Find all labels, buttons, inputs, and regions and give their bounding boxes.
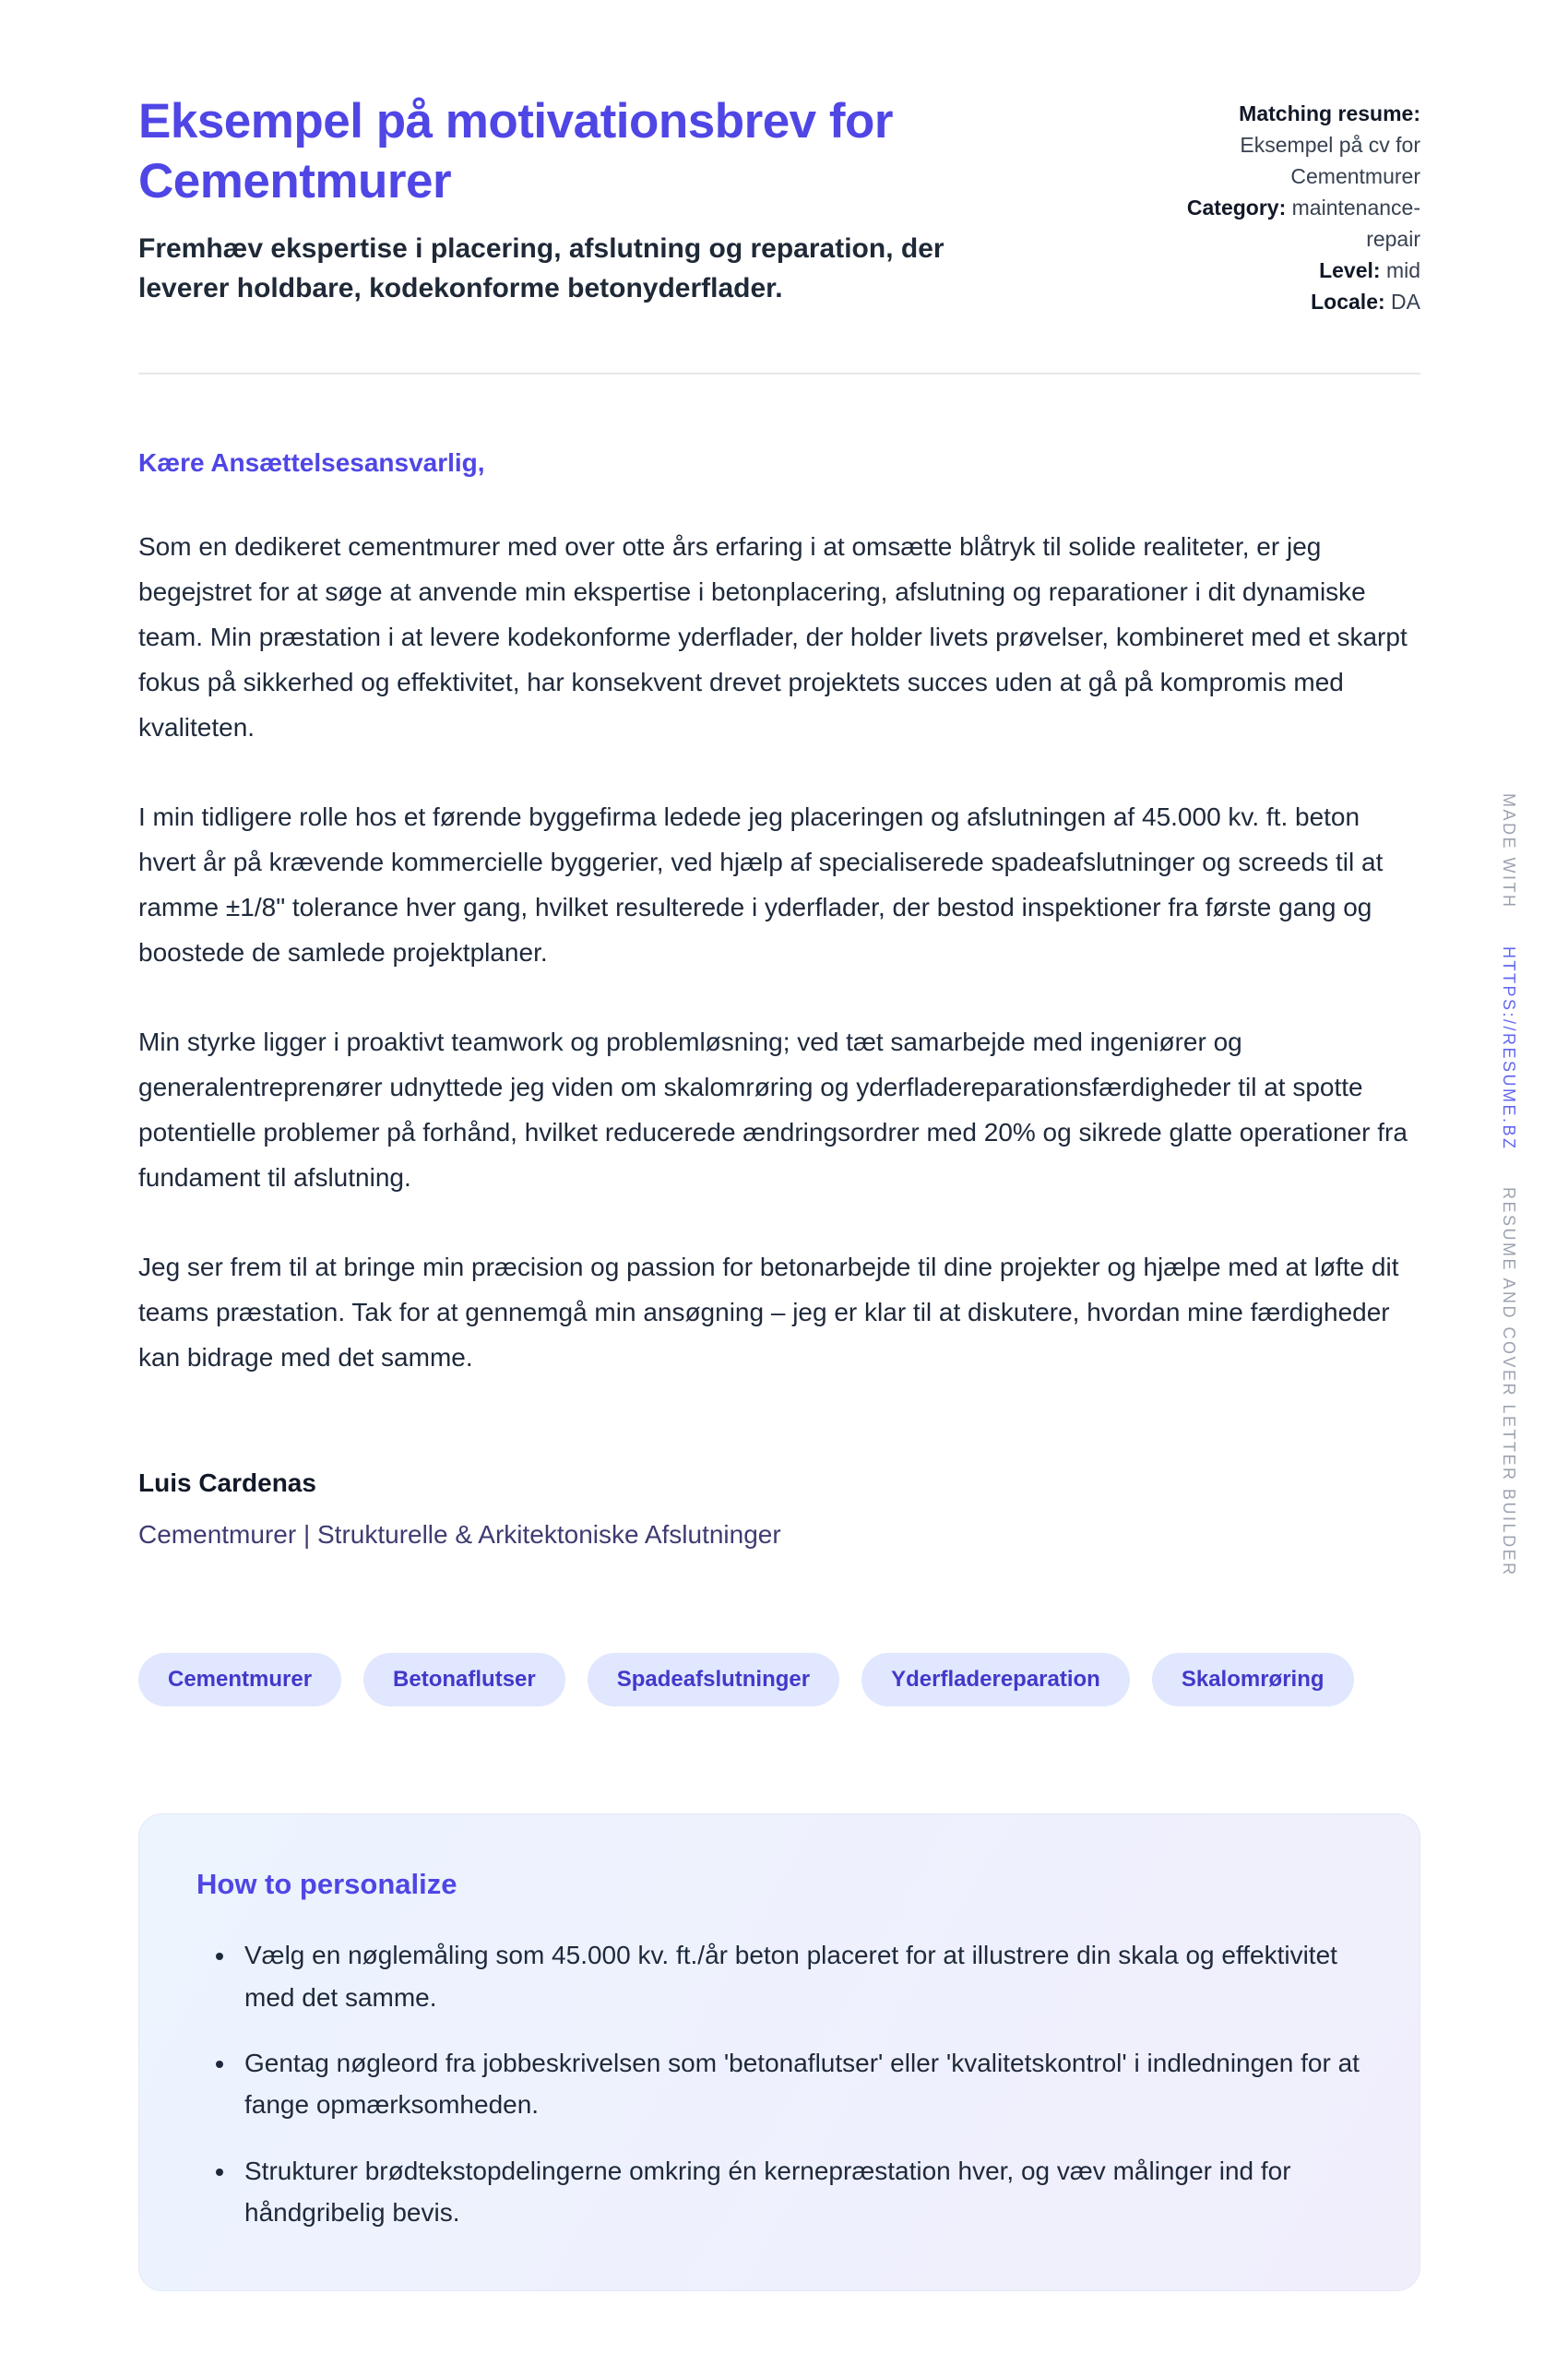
personalize-tip-list: [196, 1934, 1362, 2233]
letter-paragraph: I min tidligere rolle hos et førende byggefirma ledede jeg placeringen og afslutningen af 45.000 kv. ft. beton hvert år på krævende kommercielle byggerier, ved hjælp af specialiserede spadeafslutninger og screeds til at ramme ±1/8" tolerance hver gang, hvilket resulterede i yderflader, der bestod inspektioner fra første gang og boostede de samlede projektplaner.: [138, 802, 1384, 968]
meta-level: [1144, 255, 1420, 286]
letter-paragraph: Min styrke ligger i proaktivt teamwork og problemløsning; ved tæt samarbejde med ingeniører og generalentreprenører udnyttede jeg viden om skalomrøring og yderfladereparationsfærdigheder til at spotte potentielle problemer på forhånd, hvilket reducerede ændringsordrer med 20% og sikrede glatte operationer fra fundament til afslutning.: [138, 1028, 1408, 1193]
page-title: Eksempel på motivationsbrev for Cementmurer: [138, 94, 894, 208]
meta-category-label: Category:: [1186, 196, 1287, 220]
watermark-made-with: MADE WITH: [1500, 793, 1518, 909]
personalize-card: [138, 1813, 1420, 2291]
meta-matching-resume-label: Matching resume:: [1239, 101, 1420, 125]
letter-greeting: Kære Ansættelsesansvarlig,: [138, 448, 485, 478]
meta-locale-value: DA: [1391, 290, 1420, 315]
meta-level-value: mid: [1385, 258, 1420, 283]
meta-matching-resume: [1144, 98, 1420, 192]
tag-pill[interactable]: Yderfladereparation: [861, 1653, 1130, 1706]
personalize-tip: • Strukturer brødtekstopdelingerne omkring én kernepræstation hver, og væv målinger ind for håndgribelig bevis.: [237, 2150, 1362, 2234]
meta-category: [1144, 192, 1420, 255]
meta-level-label: Level:: [1319, 258, 1381, 283]
tag-pill[interactable]: Spadeafslutninger: [588, 1653, 839, 1706]
tag-list: [138, 1653, 1420, 1706]
watermark-tagline: RESUME AND COVER LETTER BUILDER: [1500, 1187, 1518, 1577]
meta-panel: [1144, 92, 1420, 317]
letter-body: [138, 524, 1420, 1380]
tag-pill[interactable]: Cementmurer: [138, 1653, 341, 1706]
header-divider: [138, 373, 1420, 374]
cover-letter: [138, 448, 1420, 1550]
meta-category-value: maintenance-repair: [1291, 196, 1420, 252]
personalize-tip: • Gentag nøgleord fra jobbeskrivelsen som 'betonaflutser' eller 'kvalitetskontrol' i indledningen for at fange opmærksomheden.: [237, 2042, 1362, 2126]
meta-locale: [1144, 286, 1420, 317]
signature-role: Cementmurer | Strukturelle & Arkitektoniske Afslutninger: [138, 1520, 781, 1550]
personalize-tip: • Vælg en nøglemåling som 45.000 kv. ft./år beton placeret for at illustrere din skala og effektivitet med det samme.: [237, 1934, 1362, 2018]
header: [138, 92, 1420, 317]
personalize-title: How to personalize: [196, 1868, 457, 1901]
tag-pill[interactable]: Skalomrøring: [1152, 1653, 1354, 1706]
meta-matching-resume-value: Eksempel på cv for Cementmurer: [1240, 133, 1420, 189]
watermark-resume-link[interactable]: HTTPS://RESUME.BZ: [1500, 945, 1518, 1151]
letter-paragraph: Som en dedikeret cementmurer med over otte års erfaring i at omsætte blåtryk til solide realiteter, er jeg begejstret for at søge at anvende min ekspertise i betonplacering, afslutning og reparationer i dit dynamiske team. Min præstation i at levere kodekonforme yderflader, der holder livets prøvelser, kombineret med et skarpt fokus på sikkerhed og effektivitet, har konsekvent drevet projektets succes uden at gå på kompromis med kvaliteten.: [138, 532, 1408, 743]
tag-pill[interactable]: Betonaflutser: [363, 1653, 565, 1706]
header-title-block: [138, 92, 996, 309]
letter-paragraph: Jeg ser frem til at bringe min præcision og passion for betonarbejde til dine projekter og hjælpe med at løfte dit teams præstation. Tak for at gennemgå min ansøgning – jeg er klar til at diskutere, hvordan mine færdigheder kan bidrage med det samme.: [138, 1253, 1399, 1373]
watermark-vertical: [1499, 793, 1518, 1577]
signature-name: Luis Cardenas: [138, 1468, 316, 1498]
meta-locale-label: Locale:: [1311, 290, 1385, 315]
page-subtitle: Fremhæv ekspertise i placering, afslutning og reparation, der leverer holdbare, kodekonforme betonyderflader.: [138, 233, 944, 303]
